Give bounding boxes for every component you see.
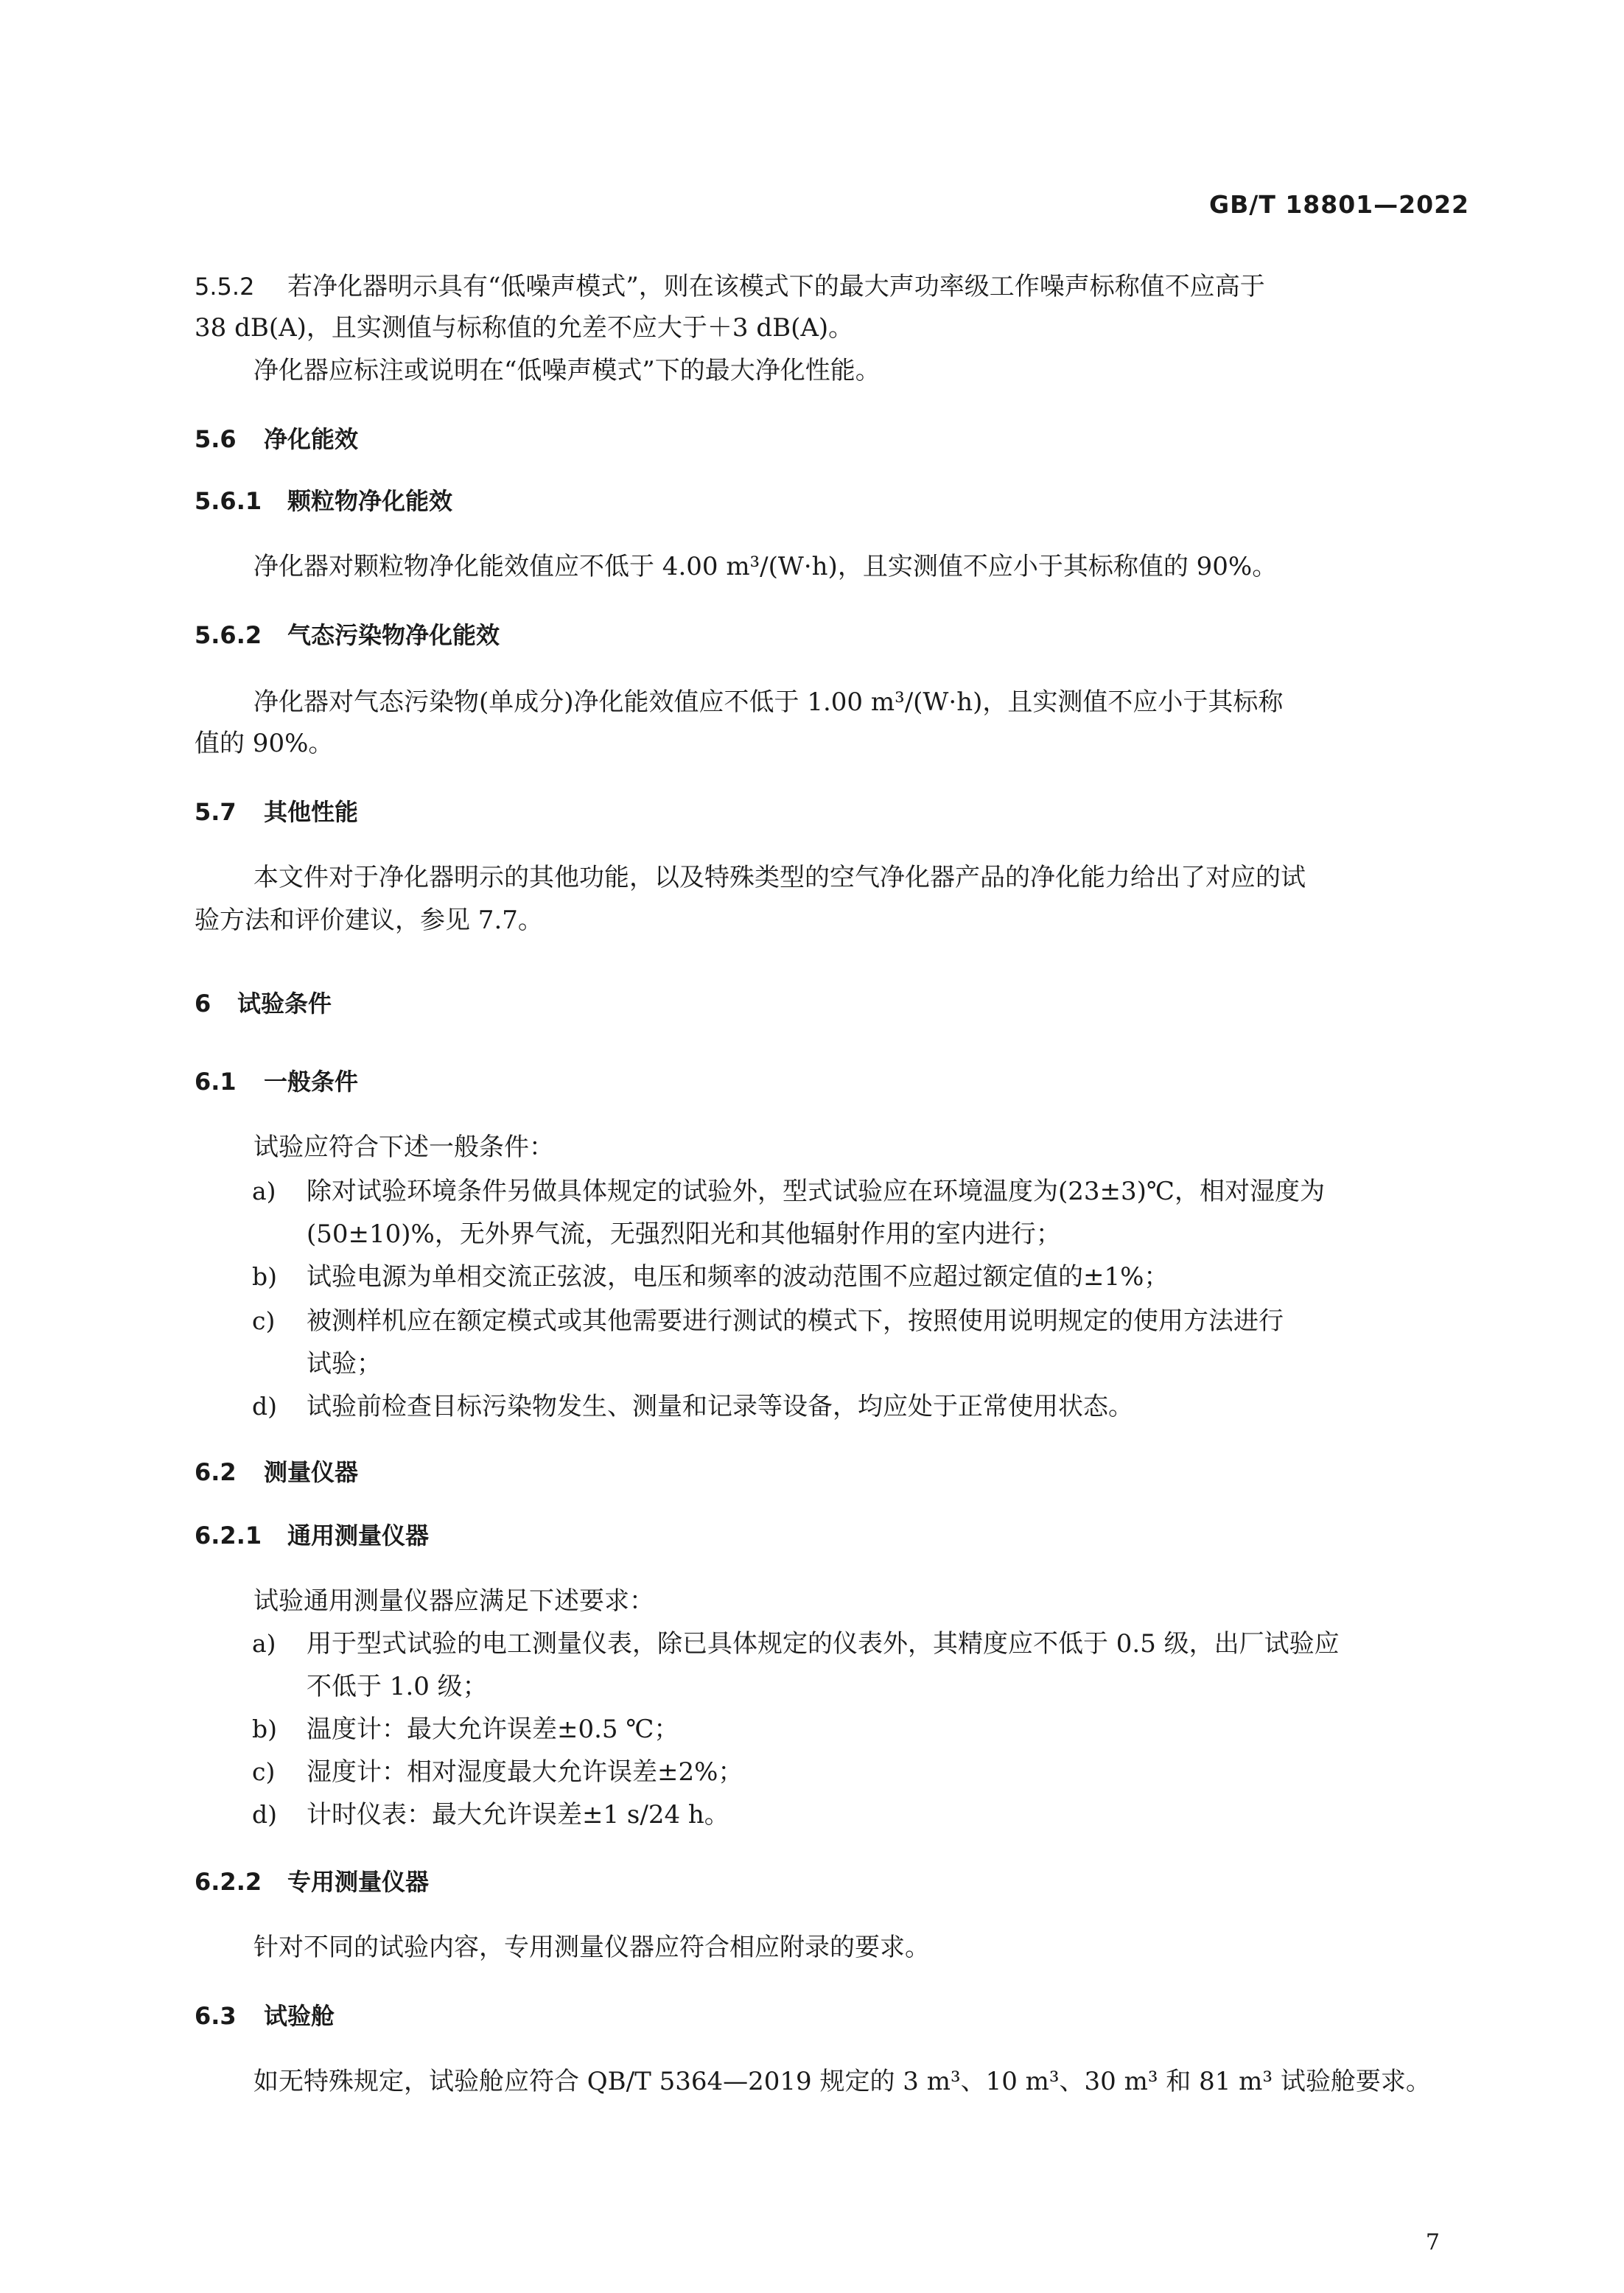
list-intro: 试验通用测量仪器应满足下述要求：	[253, 1586, 654, 1616]
heading-6-3	[195, 2004, 335, 2028]
heading-6-2-1	[195, 1522, 430, 1550]
heading-number: 6.2	[195, 1458, 237, 1486]
heading-title: 试验条件	[237, 990, 332, 1018]
heading-5-6-1	[195, 489, 452, 513]
heading-number: 6	[195, 990, 211, 1018]
list-item-text: 湿度计：相对湿度最大允许误差±2%；	[307, 1757, 743, 1787]
list-item-label: b)	[252, 1262, 277, 1291]
heading-number: 5.6.2	[195, 621, 262, 649]
list-item-label: a)	[252, 1177, 276, 1205]
list-item-label: c)	[252, 1306, 276, 1335]
clause-5-5-2	[195, 274, 1265, 299]
heading-title: 颗粒物净化能效	[287, 487, 453, 515]
heading-6-1	[195, 1068, 359, 1096]
heading-6	[195, 990, 332, 1018]
heading-number: 5.6	[195, 425, 237, 453]
list-item-label: c)	[252, 1757, 276, 1786]
clause-number: 5.5.2	[195, 273, 255, 301]
clause-text-line: 38 dB(A)，且实测值与标称值的允差不应大于＋3 dB(A)。	[195, 313, 854, 343]
list-item-text: 被测样机应在额定模式或其他需要进行测试的模式下，按照使用说明规定的使用方法进行	[307, 1306, 1284, 1336]
list-item-text: 温度计：最大允许误差±0.5 ℃；	[307, 1715, 679, 1744]
clause-text-line: 验方法和评价建议，参见 7.7。	[195, 906, 543, 935]
heading-6-2	[195, 1460, 358, 1484]
heading-title: 专用测量仪器	[287, 1868, 430, 1896]
heading-number: 5.6.1	[195, 487, 262, 515]
clause-text-line: 如无特殊规定，试验舱应符合 QB/T 5364—2019 规定的 3 m³、10 m³、30 m³ 和 81 m³ 试验舱要求。	[253, 2067, 1431, 2096]
list-item-text: 试验；	[307, 1349, 382, 1379]
clause-text-line: 针对不同的试验内容，专用测量仪器应符合相应附录的要求。	[253, 1933, 930, 1962]
list-intro: 试验应符合下述一般条件：	[253, 1133, 554, 1162]
heading-5-7	[195, 800, 358, 824]
heading-5-6-2	[195, 623, 500, 647]
heading-6-2-2	[195, 1870, 429, 1894]
heading-number: 6.1	[195, 1068, 237, 1096]
heading-title: 净化能效	[264, 425, 359, 453]
list-item-label: a)	[252, 1629, 276, 1658]
list-item-label: d)	[252, 1800, 277, 1829]
heading-number: 6.2.1	[195, 1522, 262, 1550]
list-item-label: b)	[252, 1715, 277, 1743]
list-item-label: d)	[252, 1392, 277, 1421]
heading-title: 通用测量仪器	[287, 1522, 430, 1550]
heading-5-6	[195, 427, 358, 451]
heading-title: 测量仪器	[264, 1458, 359, 1486]
clause-text-line: 净化器应标注或说明在“低噪声模式”下的最大净化性能。	[253, 356, 881, 385]
list-item-text: 不低于 1.0 级；	[307, 1672, 488, 1701]
page-number: 7	[1425, 2230, 1440, 2255]
heading-number: 6.3	[195, 2002, 237, 2030]
heading-title: 气态污染物净化能效	[287, 621, 500, 649]
list-item-text: 除对试验环境条件另做具体规定的试验外，型式试验应在环境温度为(23±3)℃，相对湿度为	[307, 1177, 1325, 1206]
list-item-text: (50±10)%，无外界气流，无强烈阳光和其他辐射作用的室内进行；	[307, 1219, 1061, 1249]
clause-text-line: 净化器对颗粒物净化能效值应不低于 4.00 m³/(W·h)，且实测值不应小于其标称值的 90%。	[253, 552, 1278, 581]
list-item-text: 计时仪表：最大允许误差±1 s/24 h。	[307, 1800, 729, 1830]
heading-number: 6.2.2	[195, 1868, 262, 1896]
standard-code: GB/T 18801—2022	[1209, 190, 1469, 219]
clause-text: 若净化器明示具有“低噪声模式”，则在该模式下的最大声功率级工作噪声标称值不应高于	[287, 272, 1265, 301]
list-item-text: 用于型式试验的电工测量仪表，除已具体规定的仪表外，其精度应不低于 0.5 级，出厂试验应	[307, 1629, 1340, 1659]
list-item-text: 试验电源为单相交流正弦波，电压和频率的波动范围不应超过额定值的±1%；	[307, 1262, 1169, 1292]
clause-text-line: 本文件对于净化器明示的其他功能，以及特殊类型的空气净化器产品的净化能力给出了对应的试	[253, 863, 1306, 892]
list-item-text: 试验前检查目标污染物发生、测量和记录等设备，均应处于正常使用状态。	[307, 1392, 1133, 1421]
heading-number: 5.7	[195, 798, 237, 826]
heading-title: 试验舱	[264, 2002, 335, 2030]
heading-title: 一般条件	[264, 1068, 359, 1096]
heading-title: 其他性能	[264, 798, 359, 826]
clause-text-line: 净化器对气态污染物(单成分)净化能效值应不低于 1.00 m³/(W·h)，且实测值不应小于其标称	[253, 687, 1284, 717]
clause-text-line: 值的 90%。	[195, 729, 334, 758]
